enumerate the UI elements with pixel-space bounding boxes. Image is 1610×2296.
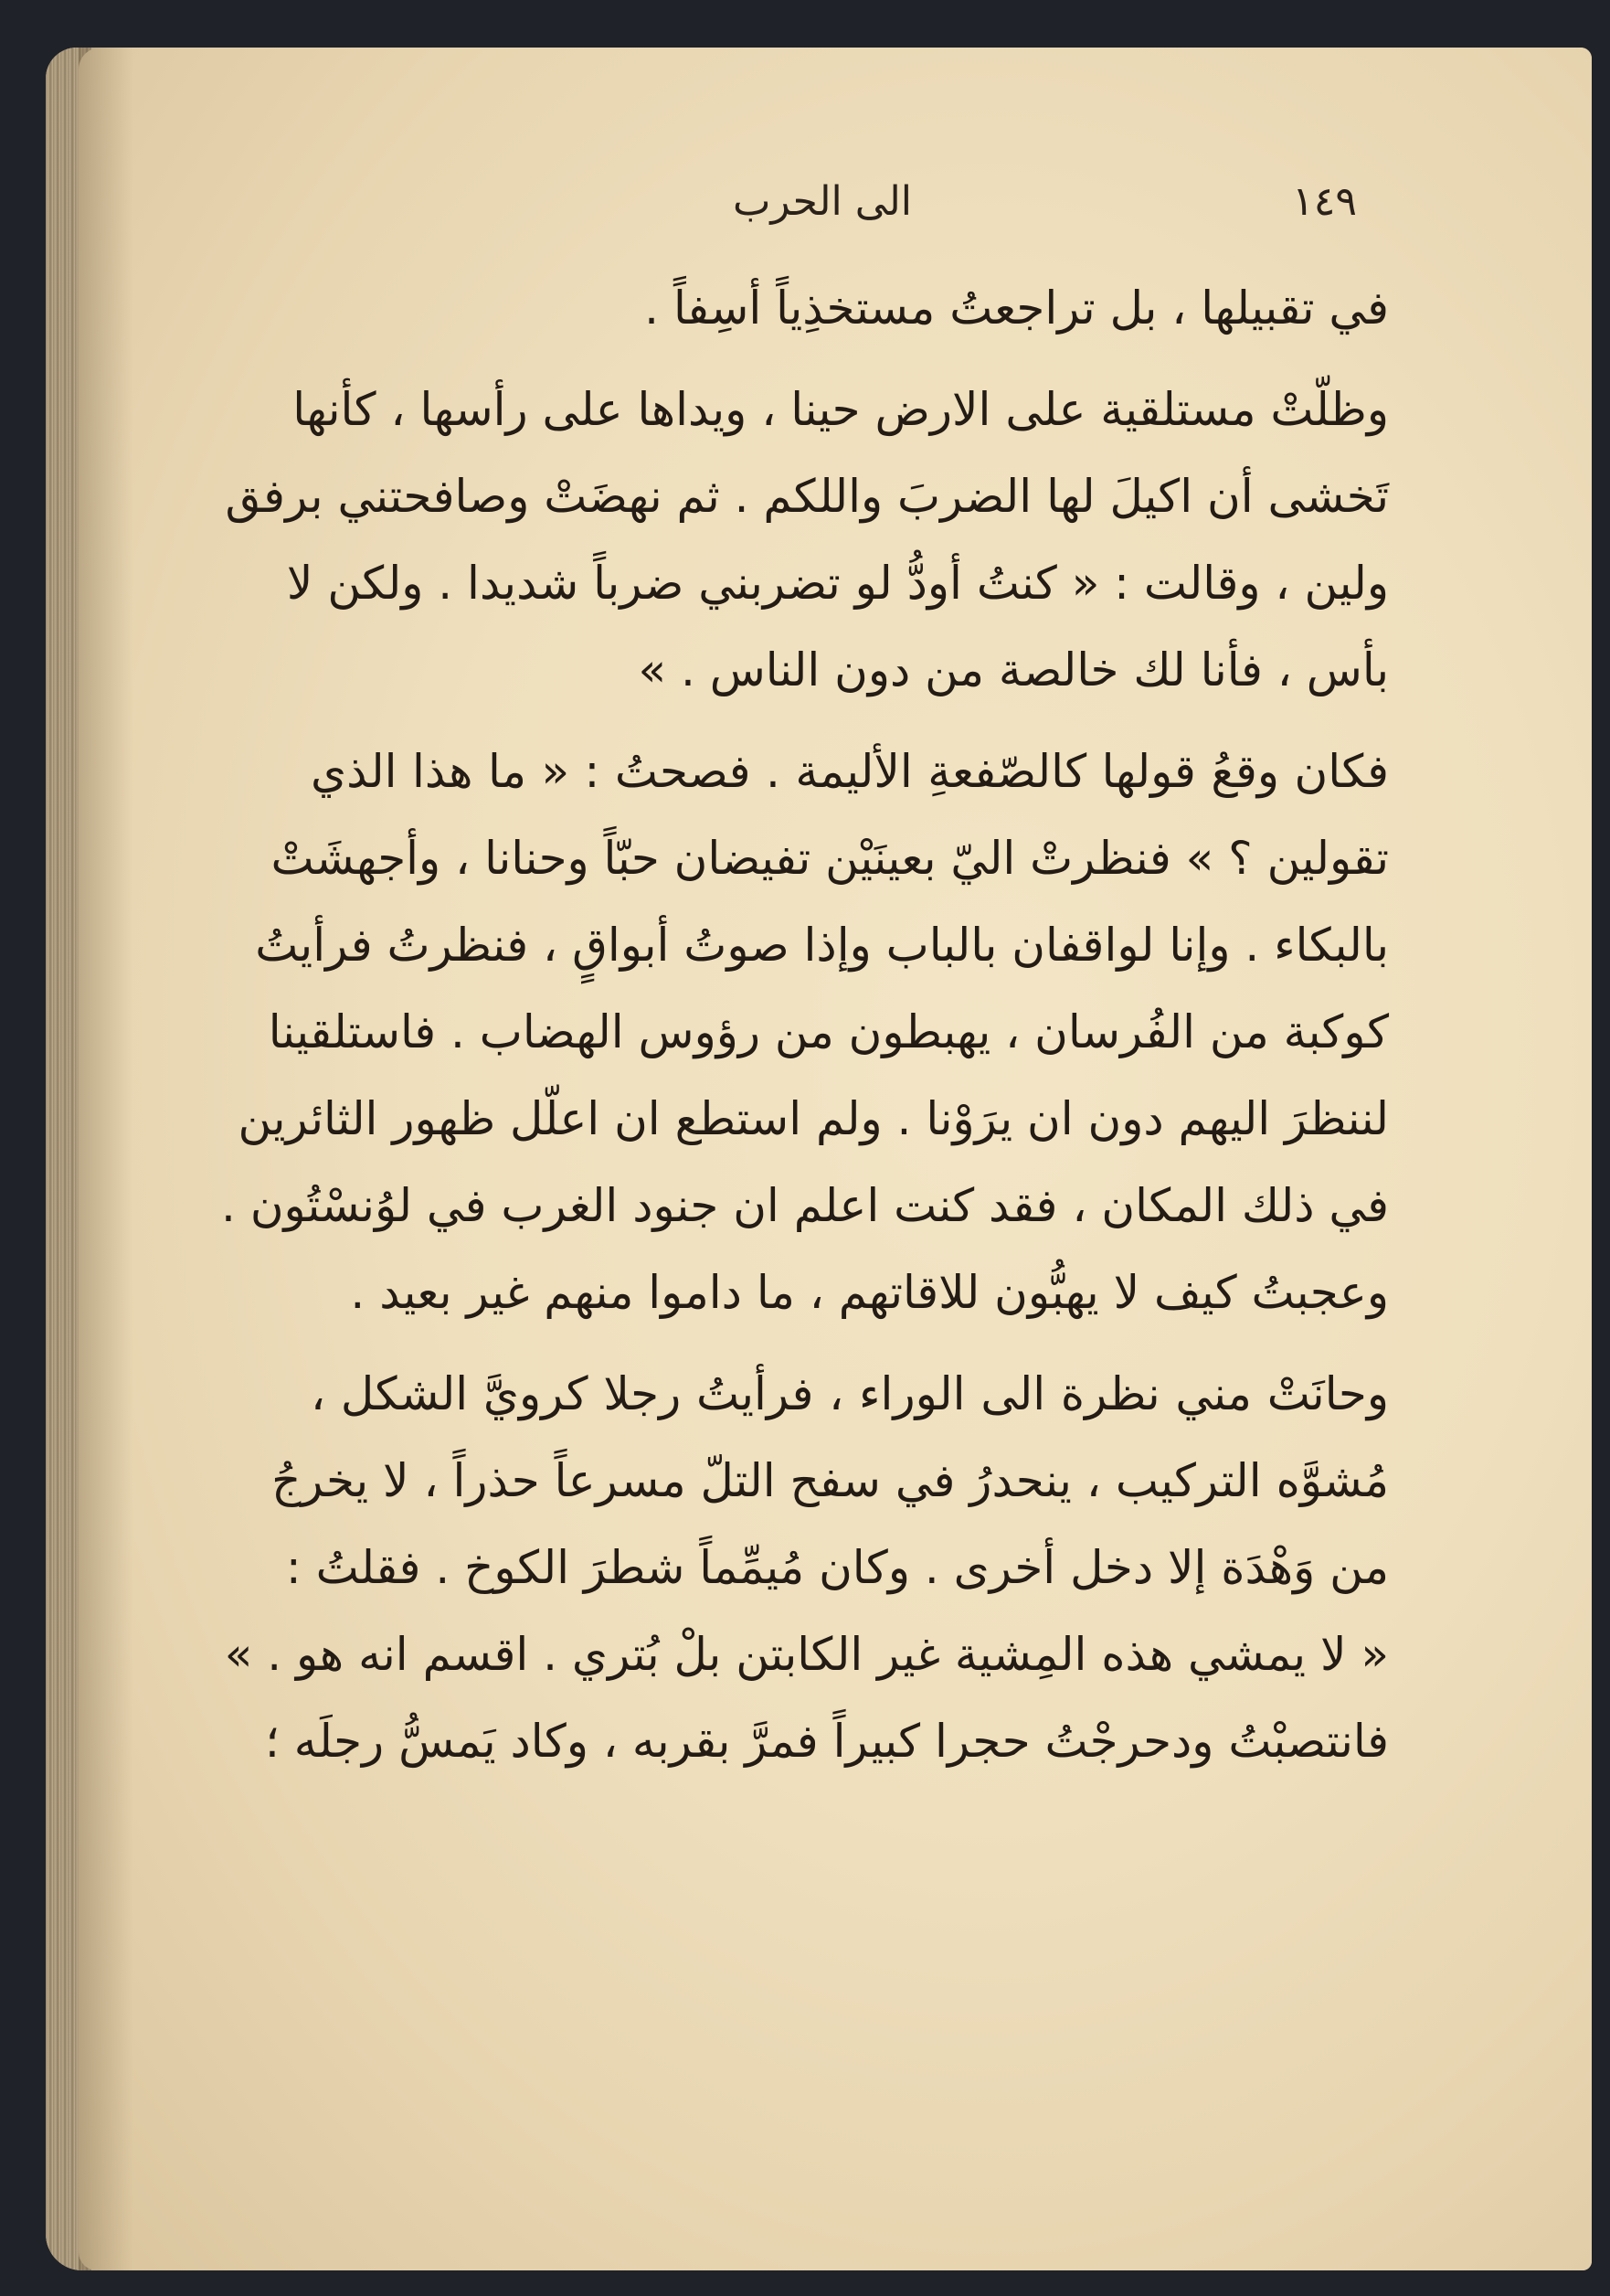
gutter-shadow [79,48,133,2270]
text-line: فكان وقعُ قولها كالصّفعةِ الأليمة . فصحتُ : « ما هذا الذي [311,745,1389,798]
body-text [221,265,1389,1785]
paragraph [224,1351,1389,1785]
paragraph [225,367,1389,714]
text-line: بأس ، فأنا لك خالصة من دون الناس . » [638,643,1389,696]
text-line: وحانَتْ مني نظرة الى الوراء ، فرأيتُ رجلا كرويَّ الشكل ، [311,1367,1389,1420]
text-line: وظلّتْ مستلقية على الارض حينا ، ويداها على رأسها ، كأنها [292,383,1389,436]
text-line: ولين ، وقالت : « كنتُ أودُّ لو تضربني ضرباً شديدا . ولكن لا [286,557,1389,610]
page-number: ١٤٩ [1292,178,1357,225]
paragraph [311,265,1389,352]
running-title: الى الحرب [732,178,913,225]
text-line: في تقبيلها ، بل تراجعتُ مستخذِياً أسِفاً . [644,282,1389,335]
paragraph [221,728,1389,1336]
text-line: مُشوَّه التركيب ، ينحدرُ في سفح التلّ مسرعاً حذراً ، لا يخرجُ [271,1454,1389,1507]
text-line: وعجبتُ كيف لا يهبُّون للاقاتهم ، ما داموا منهم غير بعيد . [350,1266,1389,1319]
text-line: من وَهْدَة إلا دخل أخرى . وكان مُيمِّماً شطرَ الكوخ . فقلتُ : [285,1541,1389,1594]
text-line: كوكبة من الفُرسان ، يهبطون من رؤوس الهضاب . فاستلقينا [268,1005,1389,1058]
text-line: بالبكاء . وإنا لواقفان بالباب وإذا صوتُ أبواقٍ ، فنظرتُ فرأيتُ [255,919,1389,972]
text-line: « لا يمشي هذه المِشية غير الكابتن بلْ بُتري . اقسم انه هو . » [224,1628,1389,1681]
text-line: فانتصبْتُ ودحرجْتُ حجرا كبيراً فمرَّ بقربه ، وكاد يَمسُّ رجلَه ؛ [264,1715,1389,1768]
text-line: في ذلك المكان ، فقد كنت اعلم ان جنود الغرب في لوُنسْتُون . [221,1179,1389,1232]
text-line: لننظرَ اليهم دون ان يرَوْنا . ولم استطع ان اعلّل ظهور الثائرين [238,1092,1389,1145]
running-head [274,178,1371,242]
text-line: تَخشى أن اكيلَ لها الضربَ واللكم . ثم نهضَتْ وصافحتني برفق [225,470,1389,523]
text-line: تقولين ؟ » فنظرتْ اليّ بعينَيْن تفيضان حبّاً وحنانا ، وأجهشَتْ [270,832,1389,885]
